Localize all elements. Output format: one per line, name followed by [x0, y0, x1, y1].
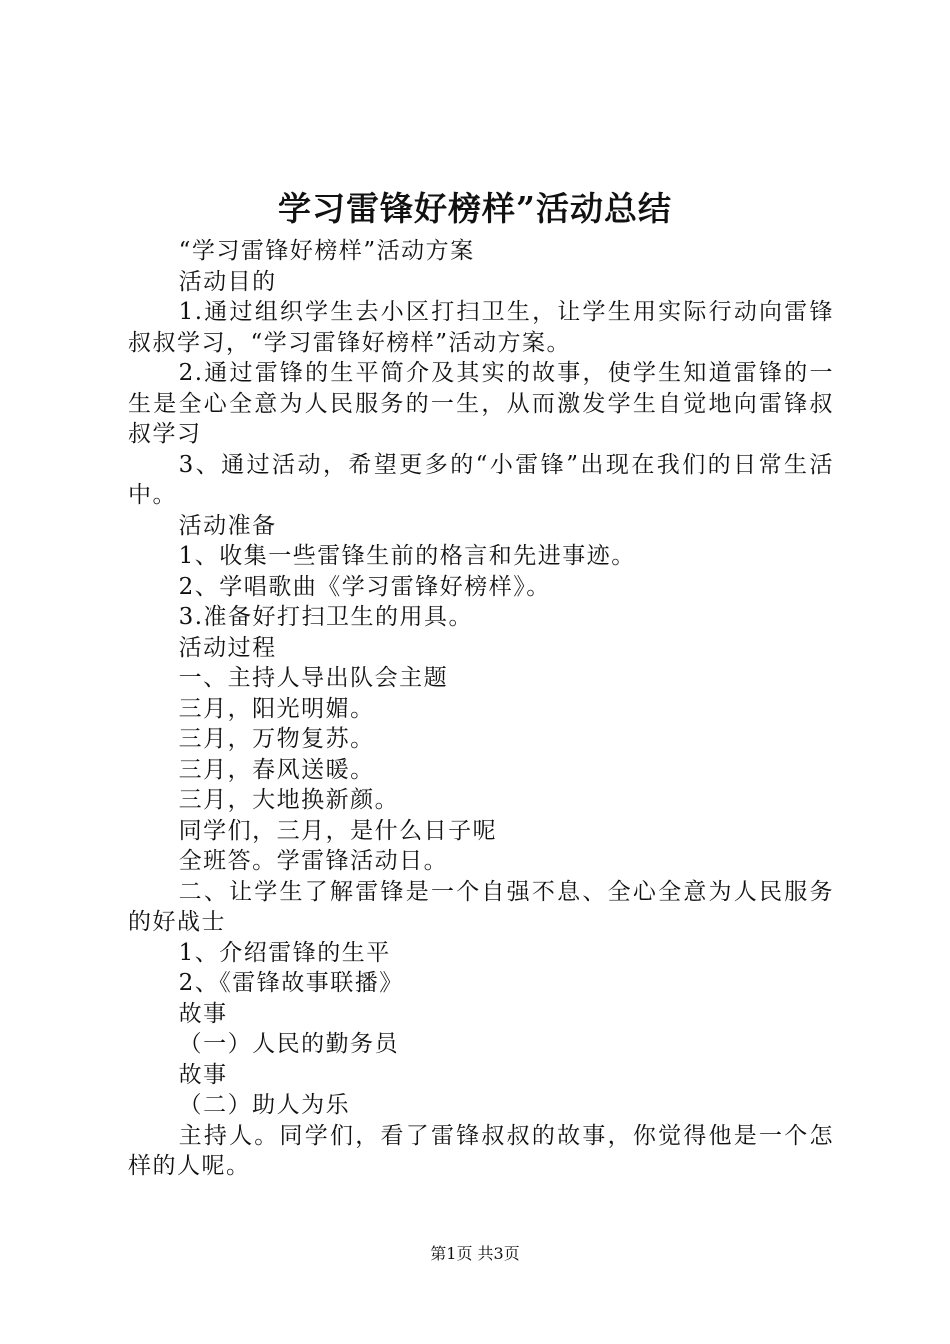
paragraph: 主持人。同学们，看了雷锋叔叔的故事，你觉得他是一个怎样的人呢。 [128, 1122, 834, 1179]
paragraph: 3、通过活动，希望更多的“小雷锋”出现在我们的日常生活中。 [128, 451, 834, 508]
paragraph: 一、主持人导出队会主题 [178, 665, 449, 691]
paragraph: 1.通过组织学生去小区打扫卫生，让学生用实际行动向雷锋叔叔学习，“学习雷锋好榜样”活动方案。 [128, 299, 834, 356]
paragraph: （二）助人为乐 [178, 1092, 351, 1118]
paragraph: 三月，大地换新颜。 [178, 787, 400, 813]
paragraph: 1、介绍雷锋的生平 [178, 939, 391, 966]
paragraph: 三月，春风送暖。 [178, 756, 375, 783]
document-title: 学习雷锋好榜样”活动总结 [278, 189, 672, 228]
section-heading: 活动目的 [178, 268, 277, 295]
paragraph: 故事 [178, 1000, 228, 1027]
paragraph: 故事 [178, 1061, 228, 1088]
paragraph: 二、让学生了解雷锋是一个自强不息、全心全意为人民服务的好战士 [128, 878, 834, 935]
paragraph: 2、学唱歌曲《学习雷锋好榜样》。 [178, 573, 551, 600]
paragraph: 3.准备好打扫卫生的用具。 [178, 604, 474, 630]
paragraph: 同学们，三月，是什么日子呢 [178, 817, 498, 844]
paragraph: 全班答。学雷锋活动日。 [178, 848, 449, 874]
document-body [128, 236, 834, 1182]
page-footer: 第1页 共3页 [430, 1244, 520, 1263]
paragraph: 2.通过雷锋的生平简介及其实的故事，使学生知道雷锋的一生是全心全意为人民服务的一生，从而激发学生自觉地向雷锋叔叔学习 [128, 360, 834, 447]
paragraph: 三月，万物复苏。 [178, 726, 375, 752]
section-heading: 活动准备 [178, 512, 277, 539]
section-heading: 活动过程 [178, 634, 277, 661]
paragraph: （一）人民的勤务员 [178, 1031, 400, 1057]
paragraph: 1、收集一些雷锋生前的格言和先进事迹。 [178, 543, 636, 569]
paragraph: 2、《雷锋故事联播》 [178, 970, 404, 996]
paragraph: 三月，阳光明媚。 [178, 695, 375, 722]
paragraph: “学习雷锋好榜样”活动方案 [178, 238, 475, 264]
